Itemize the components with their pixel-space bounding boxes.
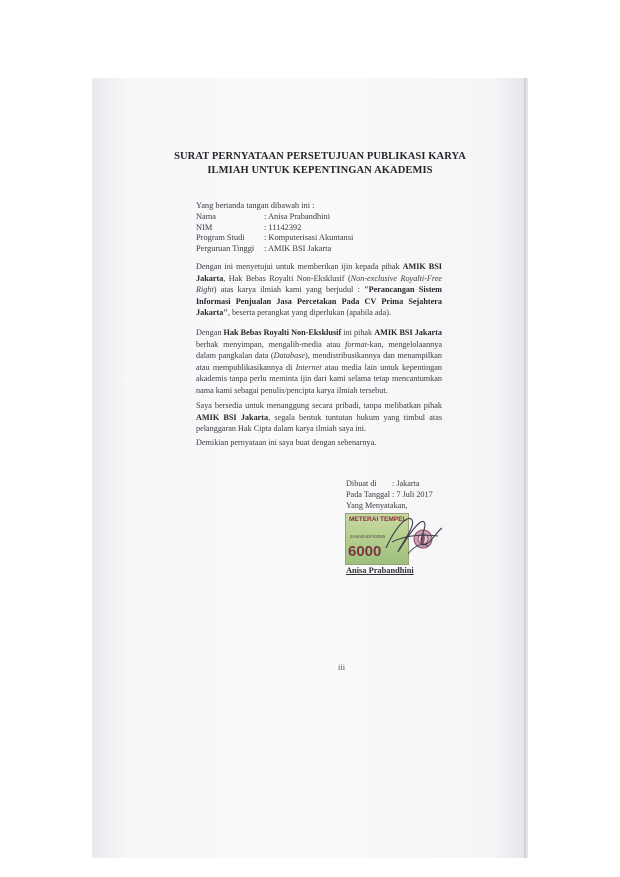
page-number: iii [338,662,346,672]
title-line-2: ILMIAH UNTUK KEPENTINGAN AKADEMIS [207,165,433,176]
field-row-program [196,233,353,244]
page-edge-shadow [524,78,526,858]
place-value: : Jakarta [392,479,420,488]
field-value: : Anisa Prabandhini [264,212,331,221]
stamp-title: METERAI TEMPEL [349,516,407,523]
stamp-serial: 2A9AEAEF63065 [350,534,386,539]
date-label: Pada Tanggal [346,490,391,499]
closing-salutation: Yang Menyatakan, [346,501,408,510]
field-label: Perguruan Tinggi [196,243,255,253]
field-row-name [196,212,353,223]
rights-paragraph: Dengan Hak Bebas Royalti Non-Eksklusif ini pihak AMIK BSI Jakarta berhak menyimpan, mengalih-media atau format-kan, mengelolaannya dalam pangkalan data (Database), mendistribusikannya dan menampilkan atau mempublikasikannya di Internet atau media lain untuk kepentingan akademis tanpa perlu meminta ijin dari kami selama tetap mencantumkan nama kami sebagai penulis/pencipta karya ilmiah tersebut. [196,328,443,395]
closing-paragraph: Demikian pernyataan ini saya buat dengan sebenarnya. [196,438,377,447]
place-row [346,478,433,489]
stamp-value: 6000 [348,543,382,560]
field-value: : AMIK BSI Jakarta [264,243,332,253]
date-row [346,489,433,500]
intro-text: Yang bertanda tangan dibawah ini : [196,201,315,210]
field-row-institution [196,244,353,255]
title-line-1: SURAT PERNYATAAN PERSETUJUAN PUBLIKASI KARYA [174,151,466,162]
field-label: Program Studi [196,233,245,243]
signer-name: Anisa Prabandhini [346,566,414,575]
consent-paragraph: Dengan ini menyetujui untuk memberikan ijin kepada pihak AMIK BSI Jakarta, Hak Bebas Royalti Non-Eksklusif (Non-exclusive Royalti-Free Right) atas karya ilmiah kami yang berjudul : "Perancangan Sistem Informasi Penjualan Jasa Percetakan Pada CV Prima Sejahtera Jakarta", beserta perangkat yang diperlukan (apabila ada). [196,262,442,318]
place-label: Dibuat di [346,479,377,488]
identity-fields [196,212,353,254]
scanned-page [92,78,528,858]
field-row-nim [196,223,353,234]
field-label: NIM [196,222,213,232]
field-value: : Komputerisasi Akuntansi [264,233,354,243]
date-value: : 7 Juli 2017 [392,490,433,499]
document-title [170,150,470,178]
field-label: Nama [196,212,216,221]
handwritten-signature [378,506,448,566]
field-value: : 11142392 [264,222,302,232]
liability-paragraph: Saya bersedia untuk menanggung secara pribadi, tanpa melibatkan pihak AMIK BSI Jakarta, segala bentuk tuntutan hukum yang timbul atas pelanggaran Hak Cipta dalam karya ilmiah saya ini. [196,401,443,434]
